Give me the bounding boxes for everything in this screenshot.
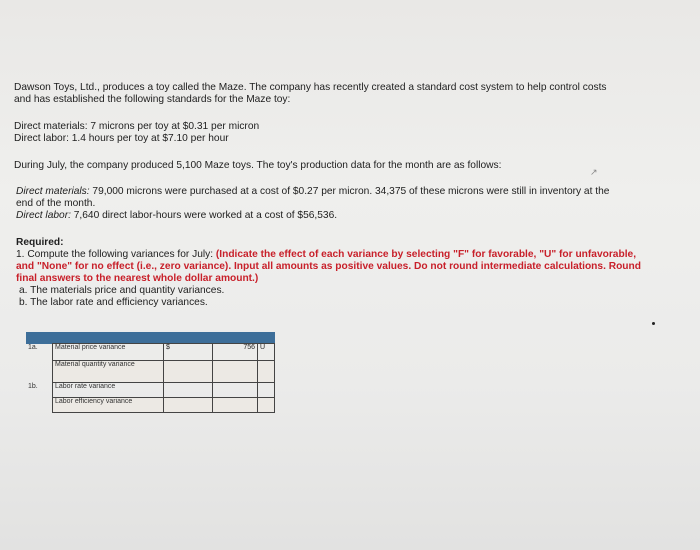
variance-table <box>26 332 275 413</box>
question-1-instructions-1: (Indicate the effect of each variance by selecting "F" for favorable, "U" for unfavorable, <box>215 249 637 260</box>
row-number <box>26 398 53 413</box>
amount-dollar-sign <box>164 398 213 413</box>
material-price-amount-input[interactable]: 756 <box>213 344 258 361</box>
row-label: Labor efficiency variance <box>53 398 164 413</box>
actual-materials-text: 79,000 microns were purchased at a cost of $0.27 per micron. 34,375 of these microns were still in inventory at the <box>89 186 610 197</box>
actual-labor-line <box>16 210 337 222</box>
mouse-cursor-icon: ↗ <box>590 167 598 177</box>
table-row <box>26 383 275 398</box>
material-quantity-amount-input[interactable] <box>213 361 258 383</box>
part-a: a. The materials price and quantity variances. <box>19 285 225 296</box>
table-row <box>26 398 275 413</box>
standard-materials: Direct materials: 7 microns per toy at $0.31 per micron <box>14 121 260 132</box>
amount-dollar-sign <box>164 383 213 398</box>
question-1-instructions-3: final answers to the nearest whole dollar amount.) <box>16 273 259 284</box>
labor-rate-amount-input[interactable] <box>213 383 258 398</box>
intro-line-1: Dawson Toys, Ltd., produces a toy called the Maze. The company has recently created a standard cost system to help control costs <box>14 82 607 93</box>
material-quantity-effect-select[interactable] <box>258 361 275 383</box>
row-label: Material price variance <box>53 344 164 361</box>
table-row <box>26 344 275 361</box>
amount-dollar-sign <box>164 361 213 383</box>
july-production-text: During July, the company produced 5,100 Maze toys. The toy's production data for the month are as follows: <box>14 160 502 171</box>
question-1-instructions-2: and "None" for no effect (i.e., zero variance). Input all amounts as positive values. Do not round intermediate calculations. Round <box>16 261 641 272</box>
required-heading: Required: <box>16 237 64 248</box>
part-b: b. The labor rate and efficiency variances. <box>19 297 208 308</box>
row-number: 1b. <box>28 382 38 390</box>
table-header <box>26 332 275 344</box>
labor-efficiency-amount-input[interactable] <box>213 398 258 413</box>
actual-materials-line-2: end of the month. <box>16 198 96 209</box>
row-number: 1a. <box>28 343 38 351</box>
actual-materials-label: Direct materials: <box>16 186 90 197</box>
decorative-dot <box>652 322 655 325</box>
amount-dollar-sign: $ <box>164 344 213 361</box>
material-price-effect-select[interactable]: U <box>258 344 275 361</box>
table-row <box>26 361 275 383</box>
actual-labor-text: 7,640 direct labor-hours were worked at a cost of $56,536. <box>70 210 338 221</box>
intro-line-2: and has established the following standards for the Maze toy: <box>14 94 291 105</box>
standard-labor: Direct labor: 1.4 hours per toy at $7.10 per hour <box>14 133 229 144</box>
labor-rate-effect-select[interactable] <box>258 383 275 398</box>
row-label: Labor rate variance <box>53 383 164 398</box>
row-label: Material quantity variance <box>53 361 164 383</box>
actual-labor-label: Direct labor: <box>16 210 71 221</box>
actual-materials-line-1 <box>16 186 609 198</box>
labor-efficiency-effect-select[interactable] <box>258 398 275 413</box>
row-number <box>26 361 53 383</box>
question-1-prefix: 1. Compute the following variances for July: <box>16 249 216 260</box>
question-1-line-1 <box>16 249 636 261</box>
